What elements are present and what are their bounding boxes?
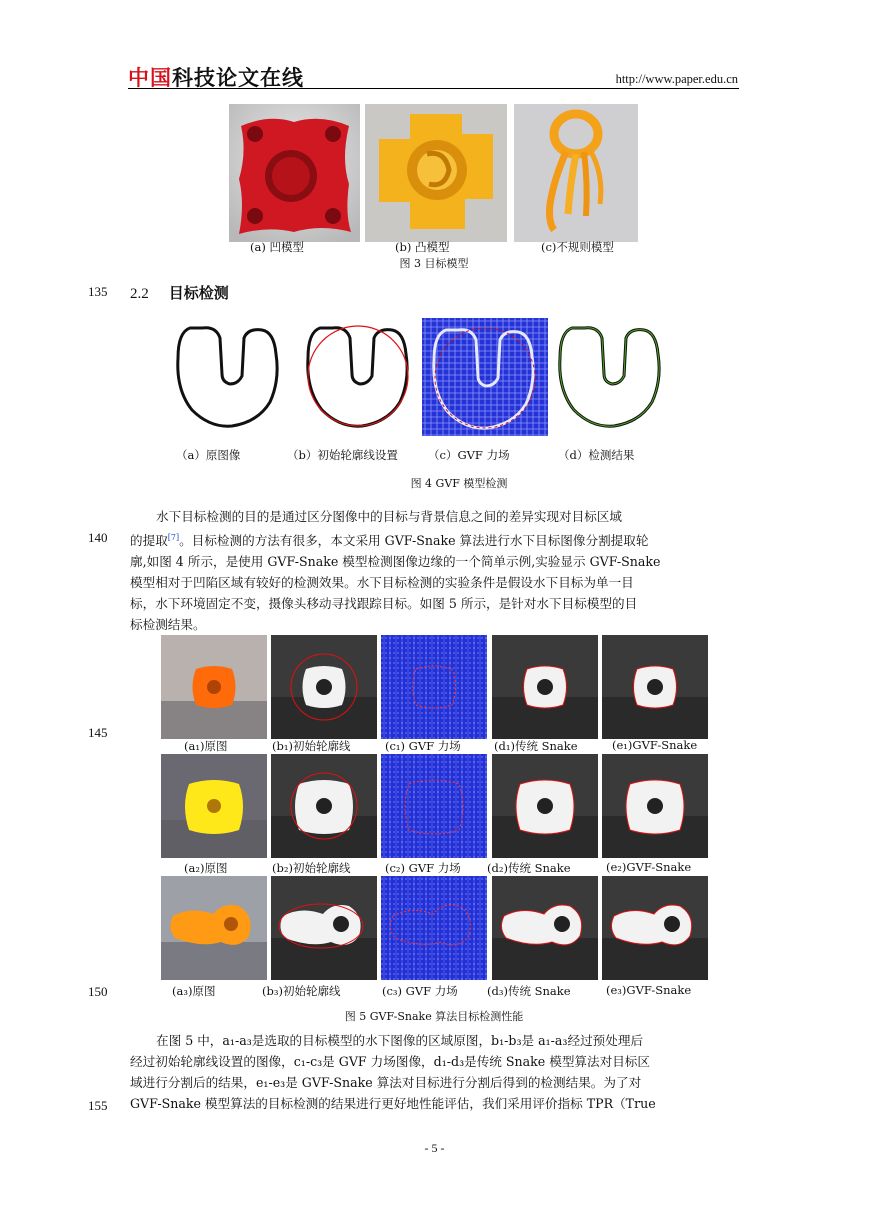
fig5-image-snake-2 [492, 754, 598, 858]
fig5-image-init-3 [271, 876, 377, 980]
para2-line4: GVF-Snake 模型算法的目标检测的结果进行更好地性能评估，我们采用评价指标 TPR（True [130, 1096, 656, 1111]
fig4-caption-d: （d）检测结果 [558, 448, 635, 462]
para1-line1: 水下目标检测的目的是通过区分图像中的目标与背景信息之间的差异实现对目标区域 [156, 509, 622, 524]
fig3-photo-irregular [514, 104, 638, 242]
line-number-155: 155 [88, 1098, 108, 1113]
para1-line6: 标检测结果。 [130, 617, 206, 633]
line-number-150: 150 [88, 984, 108, 999]
fig5-image-gvf-2 [381, 754, 487, 858]
fig5-row1-cap-d: (d₁)传统 Snake [494, 739, 578, 753]
fig5-row3-cap-d: (d₃)传统 Snake [487, 984, 571, 998]
fig5-image-orig-3 [161, 876, 267, 980]
fig4-caption-c: （c）GVF 力场 [428, 448, 510, 462]
para1-line5: 标，水下环境固定不变，摄像头移动寻找跟踪目标。如图 5 所示，是针对水下目标模型的目 [130, 596, 638, 612]
fig3-title: 图 3 目标模型 [399, 257, 469, 270]
para1-line2: 的提取[7]。目标检测的方法有很多，本文采用 GVF-Snake 算法进行水下目标图像分割提取轮 [130, 533, 649, 549]
fig5-image-snake-1 [492, 635, 598, 739]
fig5-image-snake-3 [492, 876, 598, 980]
fig5-row2-cap-c: (c₂) GVF 力场 [385, 861, 461, 875]
fig4-gvf-field [422, 318, 548, 436]
fig5-image-init-2 [271, 754, 377, 858]
fig3-caption-a: (a) 凹模型 [250, 240, 304, 254]
line-number-135: 135 [88, 284, 108, 299]
fig5-image-gvf-1 [381, 635, 487, 739]
page-number: - 5 - [424, 1141, 445, 1155]
fig5-row1-cap-b: (b₁)初始轮廓线 [272, 739, 351, 753]
fig3-caption-b: (b) 凸模型 [395, 240, 450, 254]
fig5-row2-cap-d: (d₂)传统 Snake [487, 861, 571, 875]
fig5-image-init-1 [271, 635, 377, 739]
fig5-row3-cap-e: (e₃)GVF-Snake [606, 983, 692, 997]
citation-7[interactable]: [7] [167, 533, 180, 542]
fig4-title: 图 4 GVF 模型检测 [410, 477, 508, 490]
fig5-row3-cap-a: (a₃)原图 [172, 984, 216, 998]
fig5-image-gvfsnake-1 [602, 635, 708, 739]
paragraph-1 [130, 506, 739, 635]
section-title: 目标检测 [168, 286, 229, 302]
fig4-original [172, 318, 284, 436]
para2-line3: 域进行分割后的结果，e₁-e₃是 GVF-Snake 算法对目标进行分割后得到的检测结果。为了对 [130, 1075, 642, 1090]
paragraph-2 [130, 1030, 739, 1114]
fig5-row3-cap-b: (b₃)初始轮廓线 [262, 984, 341, 998]
fig4-initial-contour [298, 318, 416, 436]
line-number-145: 145 [88, 725, 108, 740]
fig5-row2-cap-a: (a₂)原图 [184, 861, 228, 875]
fig5-row3-cap-c: (c₃) GVF 力场 [382, 984, 458, 998]
fig5-image-orig-2 [161, 754, 267, 858]
fig4-detection-result [554, 318, 666, 436]
fig5-row1-cap-e: (e₁)GVF-Snake [612, 738, 698, 752]
fig3-caption-c: (c)不规则模型 [541, 240, 614, 254]
fig3-photo-convex [365, 104, 507, 242]
para1-line4: 模型相对于凹陷区域有较好的检测效果。水下目标检测的实验条件是假设水下目标为单一目 [130, 575, 634, 591]
fig5-row2-cap-e: (e₂)GVF-Snake [606, 860, 692, 874]
line-number-140: 140 [88, 530, 108, 545]
logo-black-text: 科技论文在线 [172, 66, 304, 90]
fig5-image-gvf-3 [381, 876, 487, 980]
logo-red-text: 中国 [128, 66, 172, 90]
fig3-photo-concave [229, 104, 360, 242]
section-heading [130, 282, 229, 303]
fig5-row1-cap-c: (c₁) GVF 力场 [385, 739, 461, 753]
fig4-caption-b: （b）初始轮廓线设置 [287, 448, 398, 462]
header-rule [128, 88, 739, 89]
para2-line1: 在图 5 中，a₁-a₃是选取的目标模型的水下图像的区域原图，b₁-b₃是 a₁-a₃经过预处理后 [156, 1033, 644, 1048]
fig5-image-orig-1 [161, 635, 267, 739]
section-number: 2.2 [130, 286, 149, 302]
header-url[interactable]: http://www.paper.edu.cn [615, 72, 738, 86]
fig5-title: 图 5 GVF-Snake 算法目标检测性能 [344, 1010, 524, 1023]
fig5-row2-cap-b: (b₂)初始轮廓线 [272, 861, 351, 875]
para1-line3: 廓,如图 4 所示，是使用 GVF-Snake 模型检测图像边缘的一个简单示例,实验显示 GVF-Snake [130, 554, 661, 570]
fig5-image-gvfsnake-2 [602, 754, 708, 858]
fig5-image-gvfsnake-3 [602, 876, 708, 980]
fig5-row1-cap-a: (a₁)原图 [184, 739, 228, 753]
para2-line2: 经过初始轮廓线设置的图像，c₁-c₃是 GVF 力场图像，d₁-d₃是传统 Snake 模型算法对目标区 [130, 1054, 650, 1069]
fig4-caption-a: （a）原图像 [176, 448, 241, 462]
